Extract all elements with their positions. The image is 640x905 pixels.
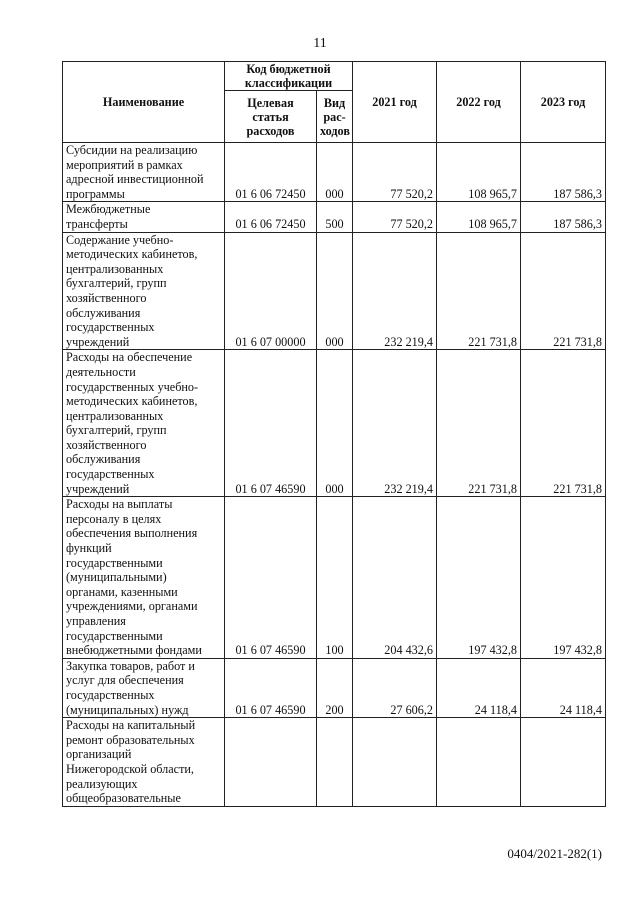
row-expense-kind: 500 bbox=[317, 202, 353, 232]
row-value-2023: 187 586,3 bbox=[521, 143, 606, 202]
row-target-code: 01 6 07 46590 bbox=[225, 497, 317, 659]
table-row bbox=[63, 232, 606, 350]
row-expense-kind: 000 bbox=[317, 143, 353, 202]
row-name-line: государственными bbox=[66, 555, 163, 570]
row-name-line: (муниципальными) bbox=[66, 570, 167, 585]
row-name-line: управления bbox=[66, 614, 126, 628]
row-target-code: 01 6 07 00000 bbox=[225, 232, 317, 350]
document-reference: 0404/2021-282(1) bbox=[507, 846, 602, 861]
row-name-line: функций bbox=[66, 541, 112, 556]
row-name-line: ремонт образовательных bbox=[66, 732, 195, 747]
row-name bbox=[63, 497, 225, 659]
row-target-code: 01 6 07 46590 bbox=[225, 350, 317, 497]
header-name: Наименование bbox=[63, 62, 225, 143]
table-row bbox=[63, 143, 606, 202]
row-name-line: учреждениями, органами bbox=[66, 599, 198, 614]
row-name bbox=[63, 718, 225, 807]
row-name-line: реализующих bbox=[66, 776, 138, 791]
row-name-line: внебюджетными фондами bbox=[66, 643, 202, 658]
row-name-line: хозяйственного bbox=[66, 290, 147, 305]
row-name-line: централизованных bbox=[66, 261, 164, 276]
table-body bbox=[63, 143, 606, 807]
row-name-line: бухгалтерий, групп bbox=[66, 423, 167, 438]
row-target-code: 01 6 07 46590 bbox=[225, 658, 317, 717]
row-name bbox=[63, 350, 225, 497]
row-name-line: персоналу в целях bbox=[66, 511, 162, 526]
row-name-line: централизованных bbox=[66, 408, 164, 423]
header-2022: 2022 год bbox=[437, 62, 521, 143]
row-name-line: (муниципальных) нужд bbox=[66, 702, 189, 717]
row-name-line: государственных учебно- bbox=[66, 379, 199, 394]
row-name-line: бухгалтерий, групп bbox=[66, 276, 167, 291]
row-name-line: обслуживания bbox=[66, 452, 141, 467]
table-row bbox=[63, 202, 606, 232]
row-name bbox=[63, 143, 225, 202]
row-name bbox=[63, 658, 225, 717]
row-name-line: Субсидии на реализацию bbox=[66, 143, 198, 157]
row-name-line: методических кабинетов, bbox=[66, 394, 198, 409]
row-value-2021: 232 219,4 bbox=[353, 350, 437, 497]
row-value-2021: 77 520,2 bbox=[353, 202, 437, 232]
row-name-line: мероприятий в рамках bbox=[66, 157, 183, 172]
row-target-code: 01 6 06 72450 bbox=[225, 202, 317, 232]
row-name-line: Нижегородской области, bbox=[66, 761, 194, 776]
header-2023: 2023 год bbox=[521, 62, 606, 143]
row-value-2023: 221 731,8 bbox=[521, 350, 606, 497]
row-name-line: Расходы на капитальный bbox=[66, 718, 196, 733]
row-value-2022: 221 731,8 bbox=[437, 350, 521, 497]
row-expense-kind: 200 bbox=[317, 658, 353, 717]
row-name-line: государственными bbox=[66, 628, 163, 643]
row-name-line: обеспечения выполнения bbox=[66, 526, 198, 541]
row-name-line: организаций bbox=[66, 747, 132, 762]
header-expense-kind: Вид рас- ходов bbox=[317, 91, 353, 143]
row-value-2023: 187 586,3 bbox=[521, 202, 606, 232]
row-name-line: услуг для обеспечения bbox=[66, 673, 184, 688]
row-target-code bbox=[225, 718, 317, 807]
row-value-2022 bbox=[437, 718, 521, 807]
row-value-2021 bbox=[353, 718, 437, 807]
row-value-2022: 221 731,8 bbox=[437, 232, 521, 350]
row-name-line: государственных bbox=[66, 467, 155, 482]
row-value-2023: 24 118,4 bbox=[521, 658, 606, 717]
row-value-2022: 108 965,7 bbox=[437, 202, 521, 232]
row-value-2023: 197 432,8 bbox=[521, 497, 606, 659]
row-name bbox=[63, 202, 225, 232]
row-name-line: хозяйственного bbox=[66, 437, 147, 452]
row-name-line: общеобразовательные bbox=[66, 791, 181, 806]
row-name-line: государственных bbox=[66, 687, 155, 702]
row-name-line: Содержание учебно- bbox=[66, 232, 174, 247]
row-name-line: трансферты bbox=[66, 216, 128, 231]
row-value-2021: 232 219,4 bbox=[353, 232, 437, 350]
row-name-line: Расходы на выплаты bbox=[66, 497, 173, 512]
row-name-line: Межбюджетные bbox=[66, 202, 151, 217]
page-number: 11 bbox=[313, 36, 327, 51]
row-name-line: деятельности bbox=[66, 364, 136, 379]
row-expense-kind: 000 bbox=[317, 232, 353, 350]
row-value-2021: 77 520,2 bbox=[353, 143, 437, 202]
row-name bbox=[63, 232, 225, 350]
header-2021: 2021 год bbox=[353, 62, 437, 143]
row-name-line: программы bbox=[66, 186, 125, 201]
row-value-2022: 197 432,8 bbox=[437, 497, 521, 659]
row-value-2021: 27 606,2 bbox=[353, 658, 437, 717]
table-header bbox=[63, 62, 606, 143]
row-value-2023 bbox=[521, 718, 606, 807]
row-value-2022: 108 965,7 bbox=[437, 143, 521, 202]
row-value-2023: 221 731,8 bbox=[521, 232, 606, 350]
row-name-line: учреждений bbox=[66, 334, 130, 349]
row-name-line: адресной инвестиционной bbox=[66, 172, 204, 187]
row-value-2021: 204 432,6 bbox=[353, 497, 437, 659]
header-budget-code: Код бюджетной классификации bbox=[225, 62, 353, 91]
row-target-code: 01 6 06 72450 bbox=[225, 143, 317, 202]
row-name-line: методических кабинетов, bbox=[66, 247, 198, 262]
row-name-line: органами, казенными bbox=[66, 584, 178, 599]
row-value-2022: 24 118,4 bbox=[437, 658, 521, 717]
row-expense-kind bbox=[317, 718, 353, 807]
row-name-line: учреждений bbox=[66, 481, 130, 496]
row-name-line: Расходы на обеспечение bbox=[66, 350, 193, 365]
row-expense-kind: 000 bbox=[317, 350, 353, 497]
budget-table bbox=[62, 61, 606, 807]
table-row bbox=[63, 658, 606, 717]
row-name-line: государственных bbox=[66, 320, 155, 335]
table-row bbox=[63, 350, 606, 497]
header-target-article: Целевая статья расходов bbox=[225, 91, 317, 143]
table-row bbox=[63, 497, 606, 659]
table-row bbox=[63, 718, 606, 807]
row-name-line: обслуживания bbox=[66, 305, 141, 320]
row-name-line: Закупка товаров, работ и bbox=[66, 658, 195, 673]
row-expense-kind: 100 bbox=[317, 497, 353, 659]
